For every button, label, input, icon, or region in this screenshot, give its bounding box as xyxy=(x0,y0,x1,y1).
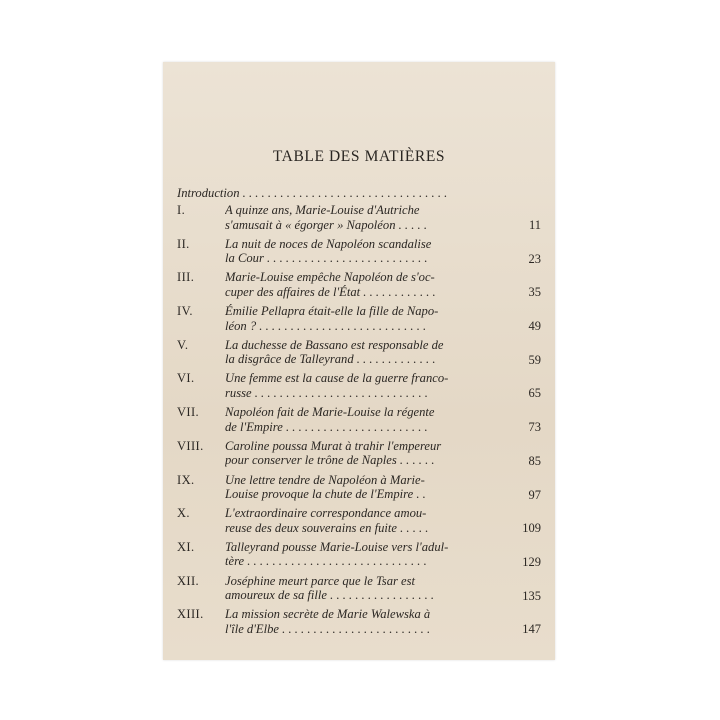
table-of-contents xyxy=(177,186,543,641)
chapter-title-line: La nuit de noces de Napoléon scandalise xyxy=(225,236,432,251)
page-number: 35 xyxy=(528,285,541,300)
chapter-title-line: pour conserver le trône de Naples . . . . . . xyxy=(225,453,435,468)
chapter-title-line: de l'Empire . . . . . . . . . . . . . . . . . . . . . . . xyxy=(225,419,428,434)
chapter-number: VII. xyxy=(177,405,200,420)
toc-entry xyxy=(177,270,543,300)
page-number: 97 xyxy=(528,487,541,502)
page-number: 23 xyxy=(528,251,541,266)
toc-entry xyxy=(177,371,543,401)
chapter-title-line: Émilie Pellapra était-elle la fille de Napo- xyxy=(225,304,439,319)
chapter-number: I. xyxy=(177,203,186,217)
chapter-number: IV. xyxy=(177,304,193,319)
page-number: 49 xyxy=(528,319,541,334)
chapter-title-line: la Cour . . . . . . . . . . . . . . . . . . . . . . . . . . xyxy=(225,251,428,266)
chapter-number: XI. xyxy=(177,539,195,554)
chapter-number: VI. xyxy=(177,371,195,386)
chapter-title-line: tère . . . . . . . . . . . . . . . . . . . . . . . . . . . . . xyxy=(225,554,427,569)
page-number: 109 xyxy=(522,521,541,536)
chapter-title-line: Joséphine meurt parce que le Tsar est xyxy=(225,573,416,588)
page-number: 73 xyxy=(528,420,541,435)
chapter-title-line: s'amusait à « égorger » Napoléon . . . . . xyxy=(225,217,427,232)
toc-entry xyxy=(177,506,543,536)
toc-entry xyxy=(177,540,543,570)
chapter-title-line: La mission secrète de Marie Walewska à xyxy=(225,607,431,622)
chapter-title-line: A quinze ans, Marie-Louise d'Autriche xyxy=(225,203,420,217)
toc-entry xyxy=(177,237,543,267)
toc-entry xyxy=(177,405,543,435)
book-page xyxy=(163,62,555,660)
page-number: 11 xyxy=(528,218,541,232)
chapter-title-line: L'extraordinaire correspondance amou- xyxy=(225,506,427,521)
page-number: 135 xyxy=(522,588,541,603)
page-number: 147 xyxy=(522,622,541,637)
toc-entry xyxy=(177,203,543,233)
chapter-title-line: Marie-Louise empêche Napoléon de s'oc- xyxy=(225,270,435,285)
chapter-title-line: Une lettre tendre de Napoléon à Marie- xyxy=(225,472,425,487)
page-number: 65 xyxy=(528,386,541,401)
chapter-number: VIII. xyxy=(177,438,204,453)
toc-entry xyxy=(177,473,543,503)
toc-entry xyxy=(177,574,543,604)
chapter-title-line: Napoléon fait de Marie-Louise la régente xyxy=(225,405,435,420)
chapter-title-line: russe . . . . . . . . . . . . . . . . . . . . . . . . . . . . xyxy=(225,385,428,400)
toc-entry xyxy=(177,439,543,469)
chapter-number: XII. xyxy=(177,573,200,588)
toc-entry xyxy=(177,304,543,334)
chapter-title-line: cuper des affaires de l'État . . . . . . . . . . . . xyxy=(225,284,436,299)
chapter-title-line: Talleyrand pousse Marie-Louise vers l'adul- xyxy=(225,539,449,554)
chapter-title-line: Une femme est la cause de la guerre franco- xyxy=(225,371,449,386)
page-title: TABLE DES MATIÈRES xyxy=(272,148,446,165)
chapter-title-line: léon ? . . . . . . . . . . . . . . . . . . . . . . . . . . . xyxy=(225,318,427,333)
chapter-number: II. xyxy=(177,236,190,251)
toc-entry xyxy=(177,338,543,368)
chapter-number: XIII. xyxy=(177,607,204,622)
toc-entry xyxy=(177,607,543,637)
chapter-title-line: reuse des deux souverains en fuite . . . . . xyxy=(225,520,429,535)
chapter-number: IX. xyxy=(177,472,195,487)
chapter-number: III. xyxy=(177,270,195,285)
page-number: 59 xyxy=(528,352,541,367)
chapter-number: X. xyxy=(177,506,190,521)
chapter-title-line: la disgrâce de Talleyrand . . . . . . . . . . . . . xyxy=(225,352,436,367)
chapter-title-line: La duchesse de Bassano est responsable de xyxy=(225,337,444,352)
page-number: 129 xyxy=(522,554,541,569)
chapter-number: V. xyxy=(177,337,189,352)
chapter-title-line: l'île d'Elbe . . . . . . . . . . . . . . . . . . . . . . . . xyxy=(225,621,431,636)
toc-introduction: Introduction . . . . . . . . . . . . . . . . . . . . . . . . . . . . . . . . . xyxy=(177,186,448,200)
chapter-title-line: Caroline poussa Murat à trahir l'empereur xyxy=(225,438,442,453)
chapter-title-line: Louise provoque la chute de l'Empire . . xyxy=(225,487,426,501)
page-number: 85 xyxy=(528,453,541,468)
chapter-title-line: amoureux de sa fille . . . . . . . . . . . . . . . . . xyxy=(225,588,435,603)
